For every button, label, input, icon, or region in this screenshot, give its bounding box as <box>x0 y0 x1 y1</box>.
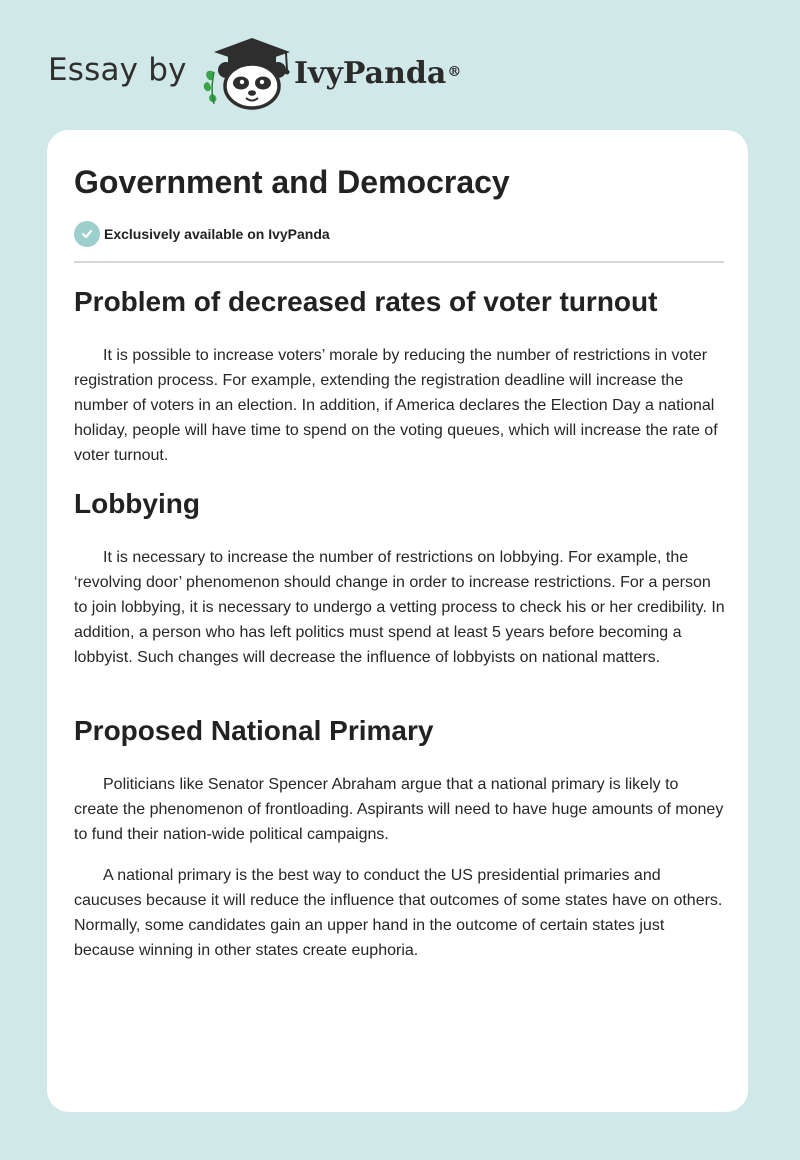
paragraph: It is possible to increase voters’ morale by reducing the number of restrictions in voter registration process. For example, extending the registration deadline will increase the number of voters in an election. In addition, if America declares the Election Day a national holiday, people will have time to spend on the voting queues, which will increase the rate of voter turnout. <box>74 347 718 464</box>
site-header <box>0 0 800 130</box>
exclusive-badge <box>74 221 330 247</box>
essay-card <box>47 130 748 1112</box>
brand-name[interactable] <box>294 54 461 94</box>
panda-graduate-logo-icon[interactable] <box>202 34 294 110</box>
registered-mark: ® <box>447 64 462 80</box>
essay-by-label: Essay by <box>48 52 187 88</box>
paragraph: A national primary is the best way to conduct the US presidential primaries and caucuses because it will reduce the influence that outcomes of some states have on others. Normally, some candidates gain an upper hand in the outcome of certain states just because winning in other states create euphoria. <box>74 867 723 959</box>
section-heading: Proposed National Primary <box>74 715 434 746</box>
checkmark-icon <box>74 221 100 247</box>
page-title: Government and Democracy <box>74 164 510 200</box>
section-heading: Lobbying <box>74 488 200 519</box>
title-divider <box>74 261 724 263</box>
paragraph: It is necessary to increase the number of restrictions on lobbying. For example, the ‘revolving door’ phenomenon should change in order to increase restrictions. For a person to join lobbying, it is necessary to undergo a vetting process to check his or her credibility. In addition, a person who has left politics must spend at least 5 years before becoming a lobbyist. Such changes will decrease the influence of lobbyists on national matters. <box>74 549 725 666</box>
exclusive-badge-text: Exclusively available on IvyPanda <box>104 226 330 242</box>
section-heading: Problem of decreased rates of voter turnout <box>74 286 658 317</box>
brand-name-text: IvyPanda <box>294 56 447 91</box>
paragraph: Politicians like Senator Spencer Abraham argue that a national primary is likely to create the phenomenon of frontloading. Aspirants will need to have huge amounts of money to fund their nation-wide political campaigns. <box>74 776 724 843</box>
